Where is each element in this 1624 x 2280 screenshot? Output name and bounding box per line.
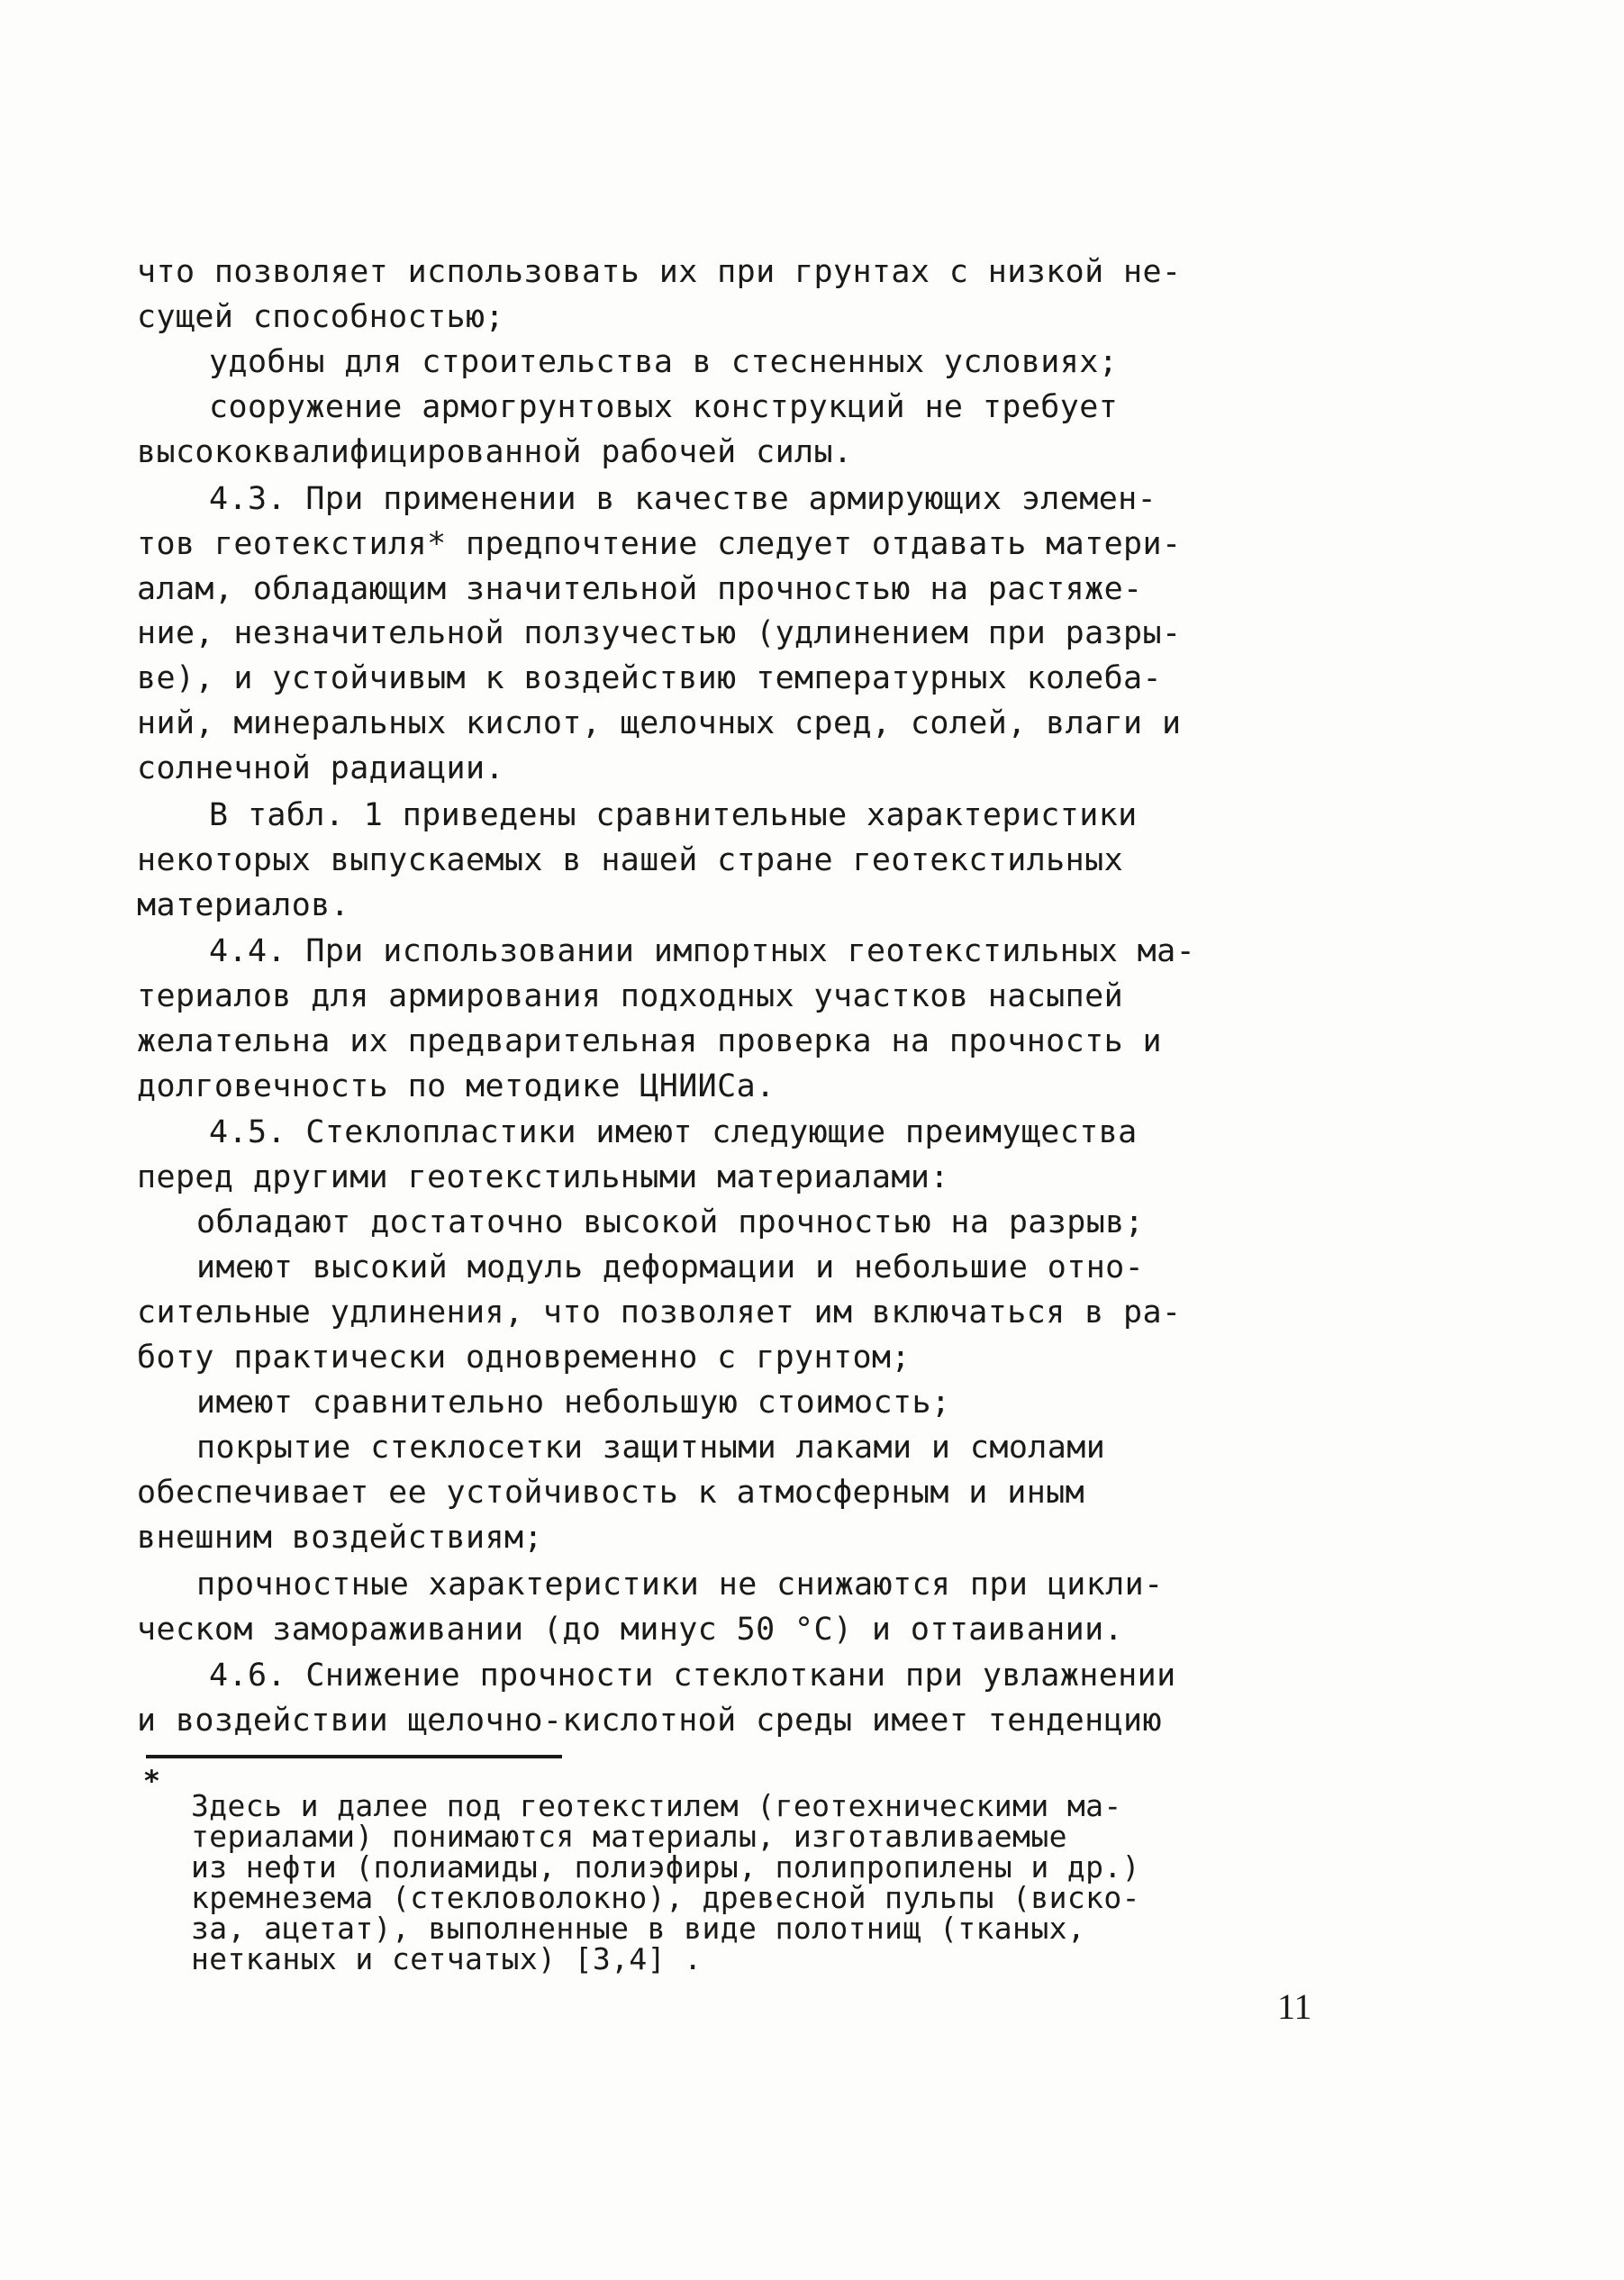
text-line: ческом замораживании (до минус 50 °С) и оттаивании. [137, 1612, 1124, 1648]
text-line: имеют сравнительно небольшую стоимость; [196, 1385, 951, 1421]
footnote-line: за, ацетат), выполненные в виде полотнищ (тканых, [191, 1911, 1086, 1946]
text-line: покрытие стеклосетки защитными лаками и смолами [196, 1430, 1106, 1466]
footnote-line: кремнезема (стекловолокно), древесной пульпы (виско- [191, 1880, 1140, 1915]
text-line: В табл. 1 приведены сравнительные характеристики [209, 797, 1138, 833]
text-line: сительные удлинения, что позволяет им включаться в ра- [137, 1294, 1182, 1331]
footnote-marker: * [144, 1764, 159, 1798]
text-line: высококвалифицированной рабочей силы. [137, 434, 853, 470]
text-line: некоторых выпускаемых в нашей стране геотекстильных [137, 842, 1124, 878]
text-line: териалов для армирования подходных участков насыпей [137, 978, 1124, 1014]
footnote-line: териалами) понимаются материалы, изготавливаемые [191, 1819, 1067, 1854]
text-line: внешним воздействиям; [137, 1520, 543, 1556]
text-line: ний, минеральных кислот, щелочных сред, солей, влаги и [137, 705, 1182, 741]
text-line: сущей способностью; [137, 299, 504, 335]
footnote-separator [146, 1755, 562, 1758]
page-number: 11 [1277, 1986, 1312, 2027]
text-line: алам, обладающим значительной прочностью на растяже- [137, 571, 1143, 607]
text-line: прочностные характеристики не снижаются при цикли- [196, 1567, 1164, 1603]
text-line: обладают достаточно высокой прочностью на разрыв; [196, 1204, 1145, 1240]
text-line: тов геотекстиля* предпочтение следует отдавать матери- [137, 526, 1182, 562]
text-line: обеспечивает ее устойчивость к атмосферным и иным [137, 1475, 1085, 1511]
text-line: удобны для строительства в стесненных условиях; [209, 344, 1119, 380]
text-line: 4.4. При использовании импортных геотекстильных ма- [209, 933, 1196, 969]
text-line: ве), и устойчивым к воздействию температурных колеба- [137, 660, 1163, 696]
text-line: имеют высокий модуль деформации и небольшие отно- [196, 1249, 1145, 1285]
text-line: сооружение армогрунтовых конструкций не требует [209, 389, 1119, 425]
text-line: солнечной радиации. [137, 750, 504, 786]
footnote-line: из нефти (полиамиды, полиэфиры, полипропилены и др.) [191, 1849, 1140, 1885]
text-line: что позволяет использовать их при грунтах с низкой не- [137, 254, 1182, 290]
footnote-line: Здесь и далее под геотекстилем (геотехническими ма- [191, 1788, 1122, 1823]
text-line: 4.6. Снижение прочности стеклоткани при увлажнении [209, 1658, 1176, 1694]
text-line: долговечность по методике ЦНИИСа. [137, 1068, 776, 1104]
text-line: ние, незначительной ползучестью (удлинением при разры- [137, 615, 1182, 651]
text-line: материалов. [137, 887, 350, 923]
text-line: и воздействии щелочно-кислотной среды имеет тенденцию [137, 1703, 1163, 1739]
footnote-line: нетканых и сетчатых) [3,4] . [191, 1941, 703, 1976]
text-line: 4.5. Стеклопластики имеют следующие преимущества [209, 1114, 1138, 1150]
text-line: 4.3. При применении в качестве армирующих элемен- [209, 481, 1157, 517]
text-line: боту практически одновременно с грунтом; [137, 1340, 911, 1376]
text-line: желательна их предварительная проверка на прочность и [137, 1023, 1163, 1059]
text-line: перед другими геотекстильными материалами: [137, 1159, 949, 1195]
